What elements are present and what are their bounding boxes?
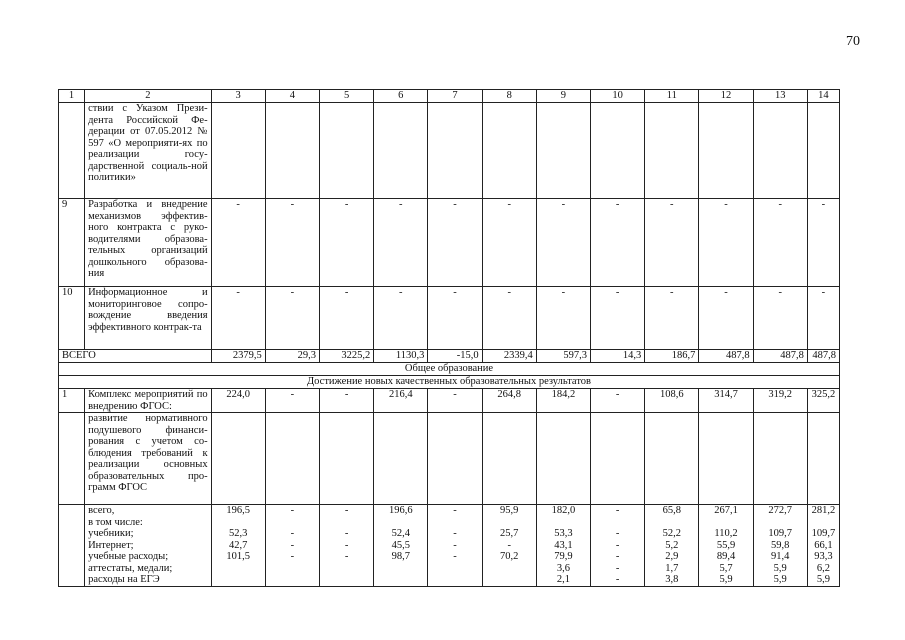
breakdown-values [645,505,699,587]
value-cell: 186,7 [645,350,699,363]
value-cell: - [753,199,807,287]
breakdown-label: расходы на ЕГЭ [88,574,160,585]
table-row [59,287,840,350]
value-cell: 224,0 [211,389,265,413]
breakdown-values [753,505,807,587]
breakdown-label: в том числе: [88,516,143,528]
breakdown-value: 93,3 [814,551,833,562]
column-number-row [59,90,840,103]
breakdown-value [486,574,533,586]
table-row [59,413,840,505]
value-cell: 487,8 [753,350,807,363]
breakdown-value: 196,5 [226,505,250,516]
value-cell: 184,2 [536,389,590,413]
breakdown-value: - [615,505,620,516]
column-number: 5 [319,90,373,103]
breakdown-value: - [615,574,620,585]
breakdown-value: 109,7 [768,528,793,539]
total-row [59,350,840,363]
breakdown-value: 52,2 [662,528,681,539]
breakdown-value: 95,9 [500,505,519,516]
section-row [59,363,840,376]
breakdown-value [269,517,316,529]
breakdown-value [702,517,749,529]
column-number: 13 [753,90,807,103]
value-cell: - [428,287,482,350]
breakdown-value [323,574,370,586]
breakdown-values [211,505,265,587]
breakdown-value: 59,8 [771,539,790,551]
breakdown-value: 272,7 [768,505,793,516]
breakdown-value: - [344,539,349,551]
breakdown-value [215,517,262,529]
breakdown-values [591,505,645,587]
value-cell: - [428,199,482,287]
breakdown-value: - [453,539,457,551]
value-cell: - [374,287,428,350]
value-cell: - [374,199,428,287]
sub-description: развитие нормативного подушевого финанси-рования с учетом со-блюдения требований к реализации основных образовательных про-грамм ФГОС [85,413,211,505]
value-cell: - [319,199,373,287]
breakdown-value: 42,7 [228,539,248,551]
breakdown-value [323,517,370,529]
row-description: Разработка и внедрение механизмов эффектив-ного контракта с руко-водителями образова-тельных организаций дошкольного образова-ния [85,199,211,287]
breakdown-value [486,517,533,529]
breakdown-value: 3,8 [665,574,679,585]
breakdown-label: учебники; [88,528,134,539]
table-row [59,389,840,413]
value-cell: 264,8 [482,389,536,413]
breakdown-value [215,563,262,575]
breakdown-value: 1,7 [665,562,679,574]
breakdown-value: 196,6 [388,505,413,516]
column-number: 10 [591,90,645,103]
breakdown-values [482,505,536,587]
breakdown-value: 5,9 [719,574,733,585]
value-cell: - [699,199,753,287]
column-number: 9 [536,90,590,103]
budget-table [58,89,840,587]
total-label: ВСЕГО [59,350,212,363]
breakdown-value: 5,2 [665,539,679,551]
value-cell: - [265,389,319,413]
value-cell: - [753,287,807,350]
value-cell: -15,0 [428,350,482,363]
value-cell: - [482,287,536,350]
breakdown-labels [85,505,211,587]
value-cell: - [807,199,839,287]
breakdown-value [431,574,478,586]
row-description: Комплекс мероприятий по внедрению ФГОС: [85,389,211,413]
breakdown-value: - [344,551,349,562]
breakdown-value: 52,4 [391,528,410,539]
breakdown-value: 89,4 [716,551,736,562]
breakdown-value: 6,2 [816,562,830,574]
value-cell: - [211,199,265,287]
row-number: 10 [59,287,85,350]
breakdown-value: - [615,539,620,551]
row-description: Информационное и мониторинговое сопро-вождение введения эффективного контрак-та [85,287,211,350]
breakdown-value [269,563,316,575]
breakdown-value: 109,7 [811,528,836,539]
breakdown-row [59,505,840,587]
breakdown-value [269,574,316,586]
value-cell: - [319,389,373,413]
value-cell: 2379,5 [211,350,265,363]
value-cell: - [319,287,373,350]
value-cell: - [591,389,645,413]
breakdown-value: - [453,505,457,516]
page-number: 70 [846,34,860,49]
table-row [59,103,840,199]
breakdown-value [215,574,262,586]
breakdown-value [431,517,478,529]
breakdown-value [486,563,533,575]
value-cell: - [265,287,319,350]
breakdown-values [807,505,839,587]
section-subtitle: Достижение новых качественных образовательных результатов [59,376,840,389]
value-cell: - [211,287,265,350]
breakdown-value: 55,9 [716,539,736,551]
breakdown-value: 2,1 [556,574,570,585]
value-cell: 597,3 [536,350,590,363]
breakdown-value: 98,7 [391,551,410,562]
column-number: 1 [59,90,85,103]
breakdown-values [374,505,428,587]
section-title: Общее образование [59,363,840,376]
value-cell: - [645,199,699,287]
value-cell: - [699,287,753,350]
breakdown-value [811,517,836,529]
value-cell: 314,7 [699,389,753,413]
value-cell: - [591,199,645,287]
breakdown-value: 66,1 [814,539,833,551]
breakdown-value: - [615,562,620,574]
continued-description: ствии с Указом Прези-дента Российской Фе-дерации от 07.05.2012 № 597 «О мероприяти-ях по реализации госу-дарственной социаль-ной политики» [85,103,211,199]
breakdown-value: 65,8 [662,505,681,516]
breakdown-value [377,517,424,529]
value-cell: 325,2 [807,389,839,413]
column-number: 11 [645,90,699,103]
breakdown-value: 53,3 [554,528,573,539]
breakdown-value: 25,7 [500,528,519,539]
value-cell: 3225,2 [319,350,373,363]
column-number: 8 [482,90,536,103]
breakdown-label: Интернет; [88,539,134,551]
breakdown-label: учебные расходы; [88,551,169,562]
breakdown-value [377,563,424,575]
breakdown-value: - [615,551,620,562]
breakdown-value [377,574,424,586]
value-cell: - [645,287,699,350]
breakdown-value: 45,5 [391,539,410,551]
breakdown-value: 5,7 [719,562,733,574]
breakdown-values [319,505,373,587]
value-cell: - [591,287,645,350]
breakdown-value: 79,9 [554,551,573,562]
breakdown-value: 3,6 [556,562,570,574]
breakdown-value: 267,1 [714,505,738,516]
row-number: 9 [59,199,85,287]
breakdown-value [757,517,804,529]
breakdown-value [431,563,478,575]
value-cell: 29,3 [265,350,319,363]
value-cell: 1130,3 [374,350,428,363]
column-number: 14 [807,90,839,103]
section-row [59,376,840,389]
column-number: 3 [211,90,265,103]
column-number: 4 [265,90,319,103]
breakdown-value: 91,4 [771,551,790,562]
breakdown-value: 52,3 [228,528,248,539]
breakdown-value: - [453,528,457,539]
breakdown-value: - [507,539,511,551]
breakdown-values [428,505,482,587]
breakdown-value: 43,1 [554,539,573,551]
value-cell: - [265,199,319,287]
breakdown-value: 101,5 [226,551,250,562]
value-cell: - [807,287,839,350]
value-cell: 487,8 [807,350,839,363]
breakdown-value [648,517,695,529]
value-cell: 216,4 [374,389,428,413]
breakdown-value [540,517,587,529]
value-cell: 108,6 [645,389,699,413]
column-number: 6 [374,90,428,103]
breakdown-value: - [615,528,620,539]
breakdown-label: аттестаты, медали; [88,562,173,574]
breakdown-value: 5,9 [773,562,787,574]
breakdown-value: - [290,551,295,562]
breakdown-value: 281,2 [811,505,836,516]
breakdown-values [536,505,590,587]
row-number: 1 [59,389,85,413]
breakdown-value: 5,9 [773,574,787,585]
breakdown-values [265,505,319,587]
breakdown-value: - [290,539,295,551]
breakdown-value: - [453,551,457,562]
breakdown-value: - [290,528,295,539]
value-cell: 319,2 [753,389,807,413]
breakdown-value: 70,2 [500,551,519,562]
breakdown-value: - [344,505,349,516]
value-cell: 487,8 [699,350,753,363]
breakdown-value: - [290,505,295,516]
column-number: 12 [699,90,753,103]
value-cell: 2339,4 [482,350,536,363]
column-number: 7 [428,90,482,103]
breakdown-values [699,505,753,587]
breakdown-value [323,563,370,575]
value-cell: - [482,199,536,287]
value-cell: 14,3 [591,350,645,363]
value-cell: - [428,389,482,413]
breakdown-label: всего, [88,505,115,516]
table-row [59,199,840,287]
breakdown-value: 2,9 [665,551,679,562]
column-number: 2 [85,90,211,103]
breakdown-value: 182,0 [551,505,576,516]
breakdown-value: 110,2 [714,528,738,539]
value-cell: - [536,199,590,287]
breakdown-value: - [344,528,349,539]
breakdown-value: 5,9 [816,574,830,585]
value-cell: - [536,287,590,350]
breakdown-value [594,517,641,529]
